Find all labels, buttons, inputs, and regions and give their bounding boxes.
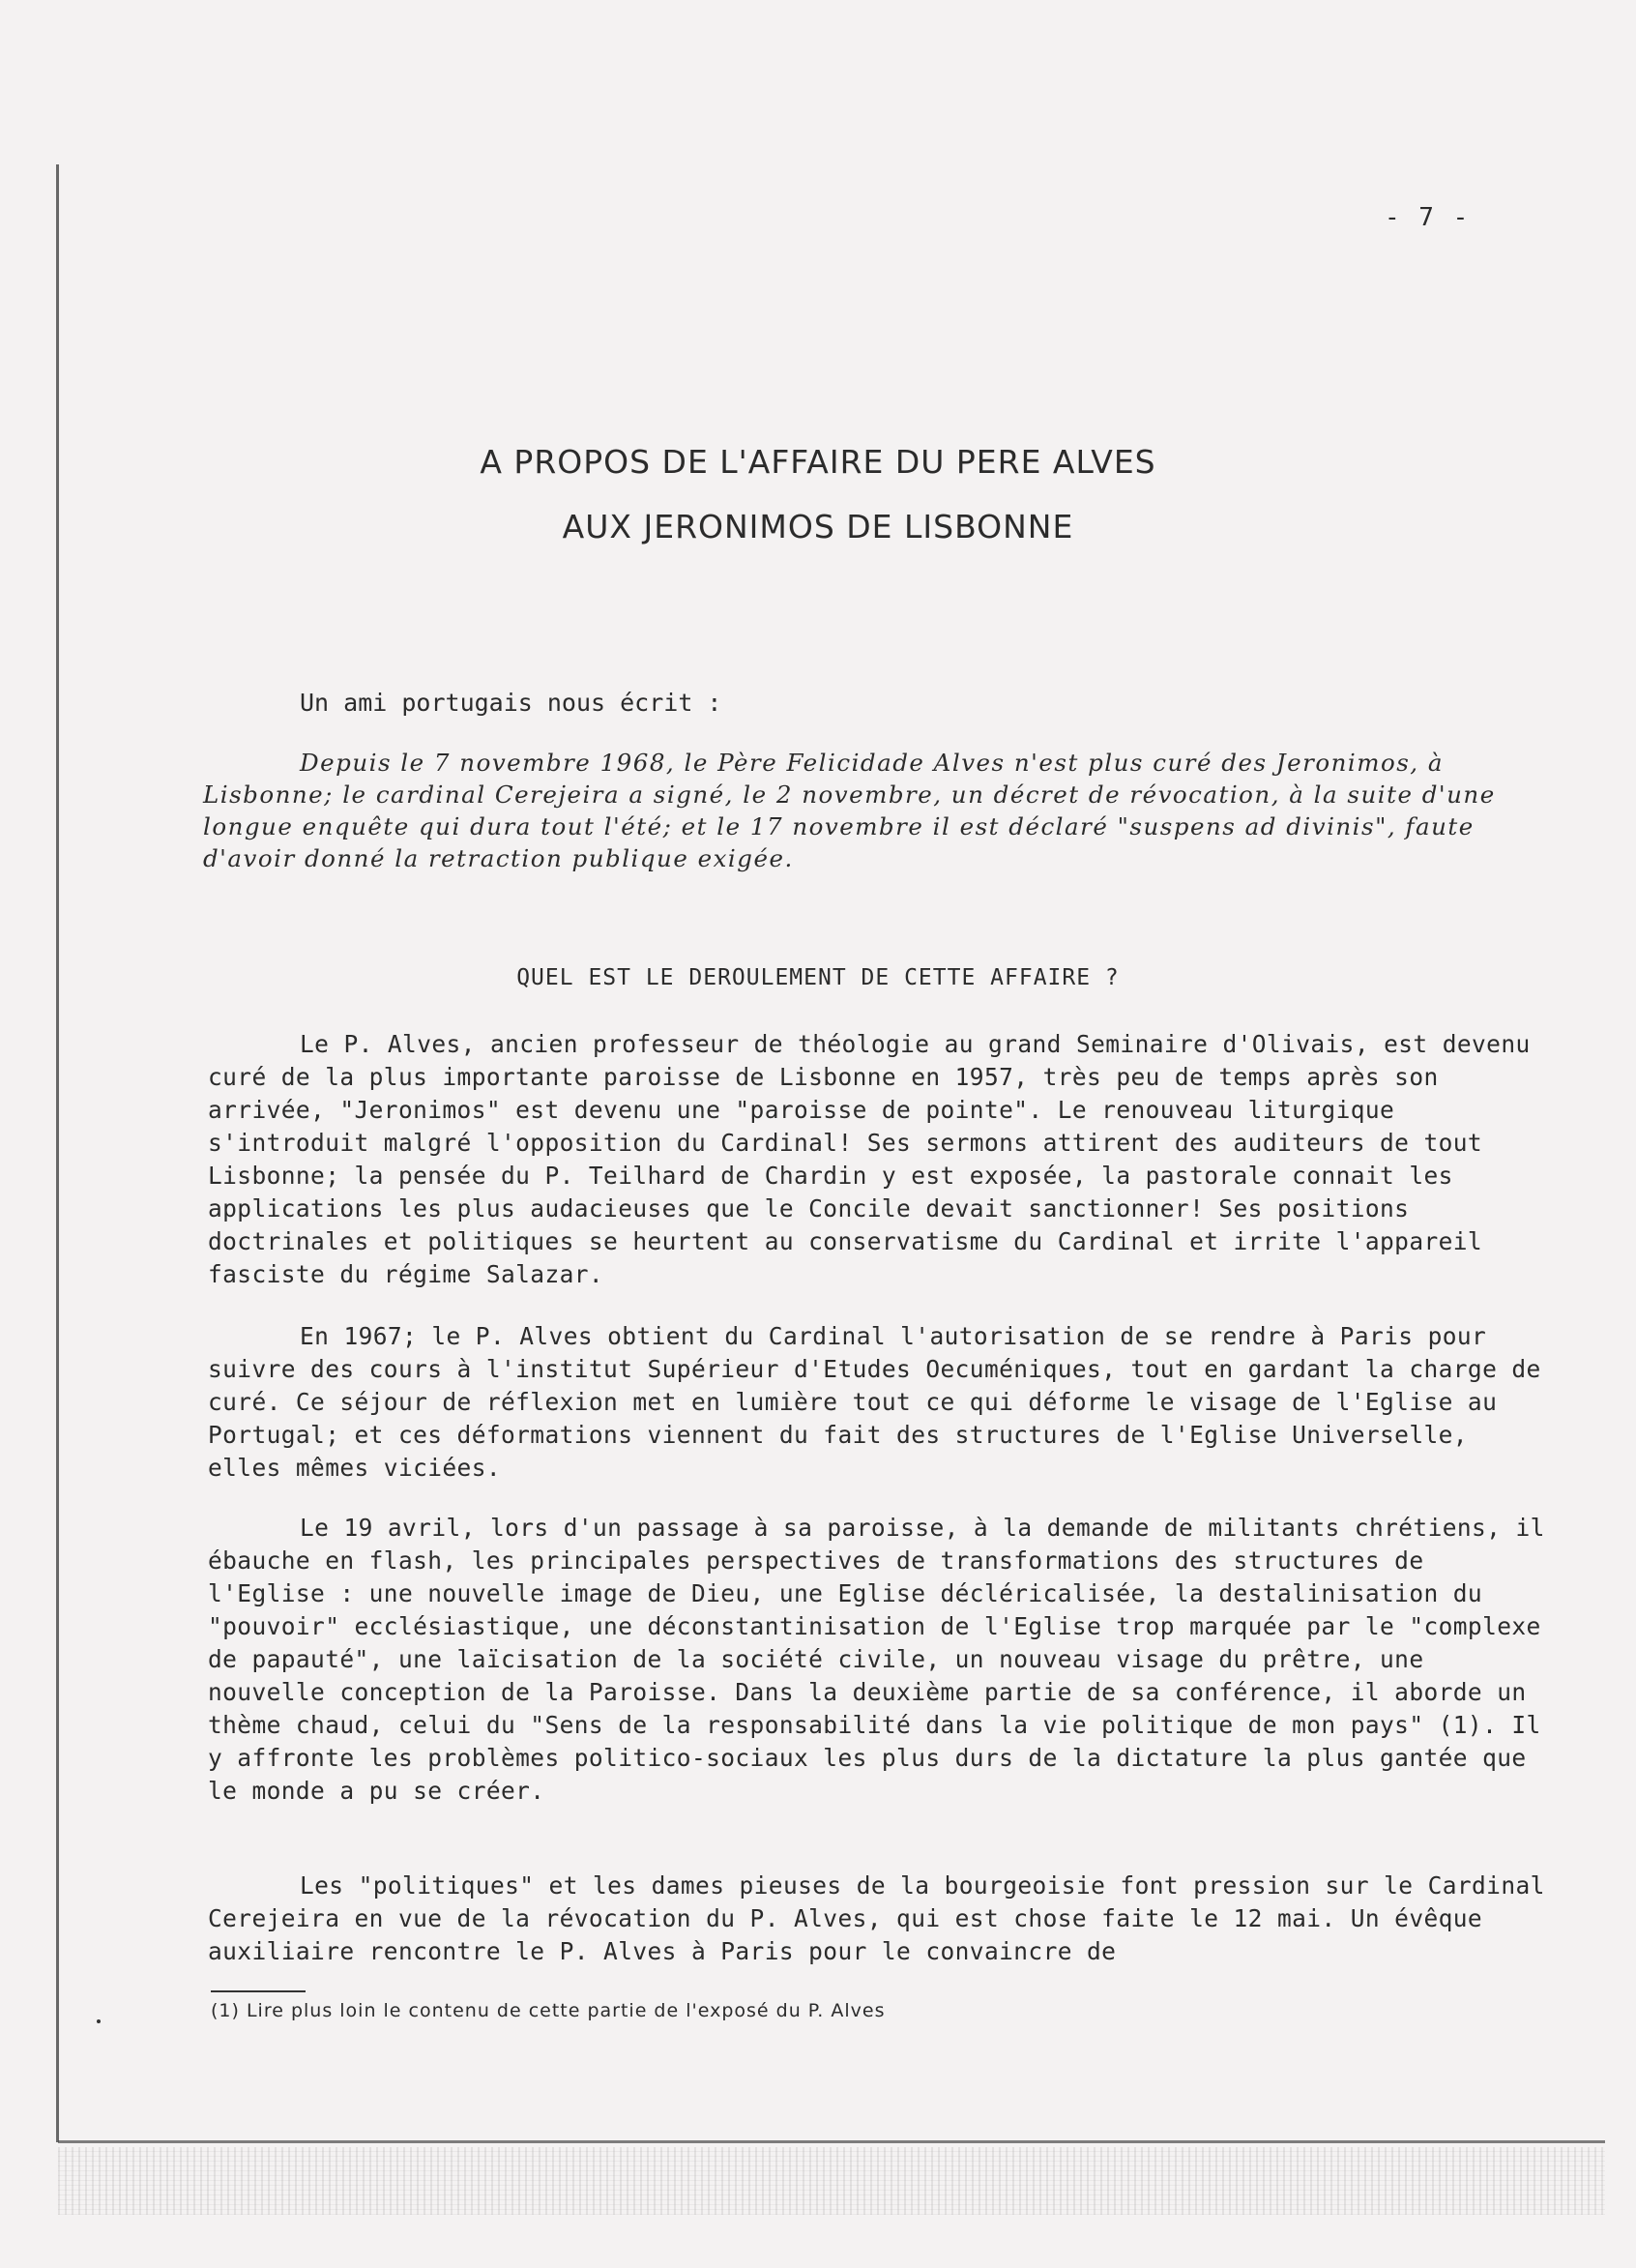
paragraph-3: Le 19 avril, lors d'un passage à sa paroisse, à la demande de militants chrétiens, il ébauche en flash, les principales perspectives de transformations des structures de l'Eglise : une nouvelle image de Dieu, une Eglise décléricalisée, la destalinisation du "pouvoir" ecclésiastique, une déconstantinisation de l'Eglise trop marquée par le "complexe de papauté", une laïcisation de la société civile, un nouveau visage du prêtre, une nouvelle conception de la Paroisse. Dans la deuxième partie de sa conférence, il aborde un thème chaud, celui du "Sens de la responsabilité dans la vie politique de mon pays" (1). Il y affronte les problèmes politico-sociaux les plus durs de la dictature la plus gantée que le monde a pu se créer. xyxy=(208,1514,1545,1805)
intro-line: Un ami portugais nous écrit : xyxy=(300,689,722,717)
margin-mark xyxy=(97,2019,101,2023)
section-heading: QUEL EST LE DEROULEMENT DE CETTE AFFAIRE ? xyxy=(516,965,1120,990)
paragraph-2: En 1967; le P. Alves obtient du Cardinal l'autorisation de se rendre à Paris pour suivre des cours à l'institut Supérieur d'Etudes Oecuméniques, tout en gardant la charge de curé. Ce séjour de réflexion met en lumière tout ce qui déforme le visage de l'Eglise au Portugal; et ces déformations viennent du fait des structures de l'Eglise Universelle, elles mêmes viciées. xyxy=(208,1322,1541,1482)
page-number: - 7 - xyxy=(1385,203,1471,232)
footnote: (1) Lire plus loin le contenu de cette partie de l'exposé du P. Alves xyxy=(211,2000,886,2021)
scan-noise-strip xyxy=(58,2147,1605,2215)
paragraph-1: Le P. Alves, ancien professeur de théologie au grand Seminaire d'Olivais, est devenu curé de la plus importante paroisse de Lisbonne en 1957, très peu de temps après son arrivée, "Jeronimos" est devenu une "paroisse de pointe". Le renouveau liturgique s'introduit malgré l'opposition du Cardinal! Ses sermons attirent des auditeurs de tout Lisbonne; la pensée du P. Teilhard de Chardin y est exposée, la pastorale connait les applications les plus audacieuses que le Concile devait sanctionner! Ses positions doctrinales et politiques se heurtent au conservatisme du Cardinal et irrite l'appareil fasciste du régime Salazar. xyxy=(208,1030,1531,1288)
bottom-edge-rule xyxy=(58,2140,1605,2143)
title-line-2: AUX JERONIMOS DE LISBONNE xyxy=(562,508,1074,545)
paragraph-4: Les "politiques" et les dames pieuses de la bourgeoisie font pression sur le Cardinal Cerejeira en vue de la révocation du P. Alves, qui est chose faite le 12 mai. Un évêque auxiliaire rencontre le P. Alves à Paris pour le convaincre de xyxy=(208,1871,1545,1965)
title-line-1: A PROPOS DE L'AFFAIRE DU PERE ALVES xyxy=(480,443,1156,481)
footnote-separator xyxy=(211,1990,306,1992)
quoted-letter: Depuis le 7 novembre 1968, le Père Felicidade Alves n'est plus curé des Jeronimos, à Lisbonne; le cardinal Cerejeira a signé, le 2 novembre, un décret de révocation, à la suite d'une longue enquête qui dura tout l'été; et le 17 novembre il est déclaré "suspens ad divinis", faute d'avoir donné la retraction publique exigée. xyxy=(203,749,1496,872)
